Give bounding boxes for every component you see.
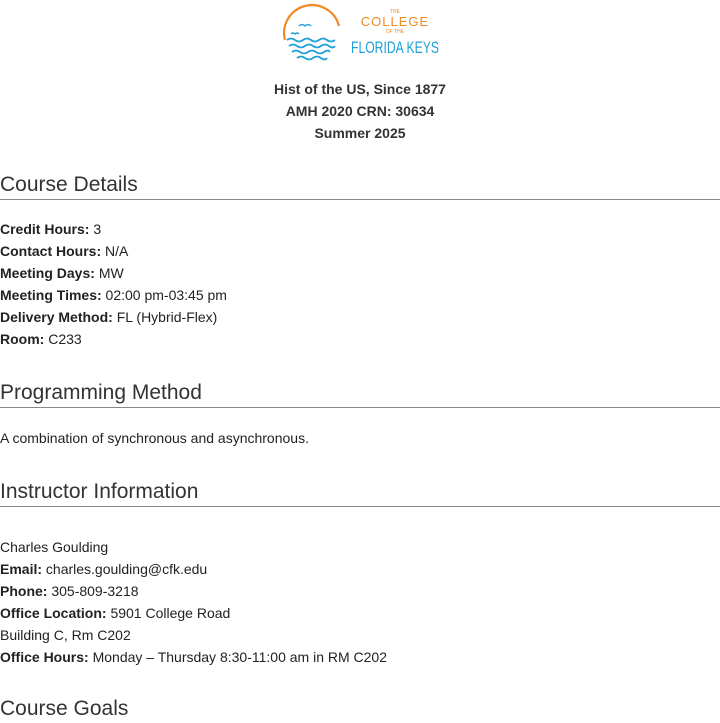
delivery-method-value: FL (Hybrid-Flex) (116, 309, 218, 325)
office-location-row (0, 602, 720, 624)
instructor-info-heading: Instructor Information (0, 479, 720, 507)
contact-hours-value: N/A (105, 243, 129, 259)
instructor-info-list (0, 536, 720, 668)
contact-hours-label: Contact Hours: (0, 243, 102, 259)
logo-text-the: THE (390, 9, 400, 15)
email-value: charles.goulding@cfk.edu (45, 561, 208, 577)
contact-hours-row (0, 240, 720, 262)
college-logo-graphic (281, 4, 441, 62)
sun-arc-icon (284, 5, 339, 40)
college-logo (281, 4, 441, 62)
credit-hours-label: Credit Hours: (0, 221, 90, 237)
course-code: AMH 2020 CRN: 30634 (285, 103, 435, 119)
logo-text-of-the: OF THE (385, 29, 405, 35)
phone-value: 305-809-3218 (51, 583, 139, 599)
course-header (0, 78, 720, 144)
delivery-method-row (0, 306, 720, 328)
wave-icon (292, 51, 330, 54)
course-goals-heading: Course Goals (0, 697, 129, 720)
bird-icon (299, 25, 311, 27)
course-details-list (0, 218, 720, 350)
programming-method-heading: Programming Method (0, 380, 720, 408)
meeting-days-label: Meeting Days: (0, 265, 95, 281)
meeting-days-value: MW (98, 265, 124, 281)
wave-icon (289, 45, 335, 48)
course-term: Summer 2025 (314, 125, 406, 141)
logo-text-florida-keys: FLORIDA KEYS (351, 38, 439, 57)
instructor-name: Charles Goulding (0, 539, 109, 555)
meeting-times-label: Meeting Times: (0, 287, 102, 303)
office-location-line2: Building C, Rm C202 (0, 627, 131, 643)
room-value: C233 (48, 331, 82, 347)
wave-icon (297, 57, 327, 60)
room-label: Room: (0, 331, 45, 347)
delivery-method-label: Delivery Method: (0, 309, 113, 325)
wave-icon (287, 39, 335, 42)
office-hours-label: Office Hours: (0, 649, 89, 665)
room-row (0, 328, 720, 350)
email-label: Email: (0, 561, 43, 577)
programming-method-text: A combination of synchronous and asynchronous. (0, 430, 309, 446)
course-title: Hist of the US, Since 1877 (274, 81, 446, 97)
meeting-days-row (0, 262, 720, 284)
phone-label: Phone: (0, 583, 48, 599)
bird-icon (291, 33, 299, 34)
meeting-times-row (0, 284, 720, 306)
phone-row (0, 580, 720, 602)
meeting-times-value: 02:00 pm-03:45 pm (105, 287, 227, 303)
office-location-value: 5901 College Road (110, 605, 231, 621)
course-details-heading: Course Details (0, 172, 720, 200)
credit-hours-row (0, 218, 720, 240)
office-hours-row (0, 646, 720, 668)
email-row (0, 558, 720, 580)
office-location-label: Office Location: (0, 605, 107, 621)
credit-hours-value: 3 (93, 221, 102, 237)
logo-text-college: COLLEGE (360, 14, 430, 29)
programming-method-body (0, 427, 720, 449)
office-hours-value: Monday – Thursday 8:30-11:00 am in RM C202 (92, 649, 387, 665)
